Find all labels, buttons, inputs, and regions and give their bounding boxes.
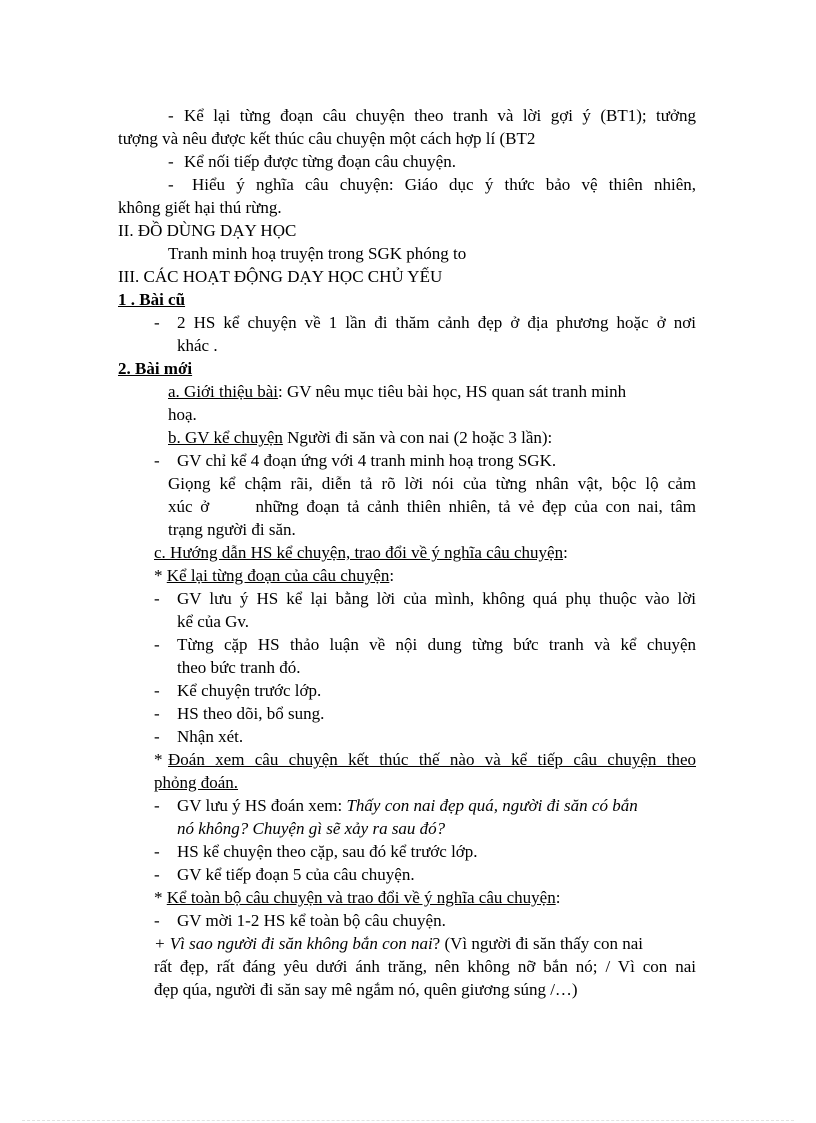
objective-2: Kể nối tiếp được từng đoạn câu chuyện. [184,152,456,171]
bullet-dash: - [154,589,160,608]
bullet-dash: - [154,796,160,815]
part-2-item-3: GV kể tiếp đoạn 5 của câu chuyện. [177,865,415,884]
bullet-dash: - [154,704,160,723]
bullet-dash: - [154,865,160,884]
objective-3-line-1: Hiểu ý nghĩa câu chuyện: Giáo dục ý thức bảo vệ thiên nhiên, [192,175,696,194]
part-b-para-line-2: xúc ở những đoạn tả cảnh thiên nhiên, tả vẻ đẹp của con nai, tâm [168,497,696,516]
part-3-heading-text: Kể toàn bộ câu chuyện và trao đổi về ý nghĩa câu chuyện [166,888,556,907]
part-b-para-line-1: Giọng kể chậm rãi, diễn tả rõ lời nói của từng nhân vật, bộc lộ cảm [168,474,696,493]
part-1-item-4: HS theo dõi, bổ sung. [177,704,325,723]
bullet-dash: - [168,152,174,171]
bullet-dash: - [154,451,160,470]
part-2-item-2: HS kể chuyện theo cặp, sau đó kể trước lớp. [177,842,478,861]
part-c-heading-text: c. Hướng dẫn HS kể chuyện, trao đổi về ý nghĩa câu chuyện [154,543,564,562]
section-2-heading: II. ĐỒ DÙNG DẠY HỌC [118,221,297,240]
bullet-dash: - [154,842,160,861]
part-3-heading: * Kể toàn bộ câu chuyện và trao đổi về ý nghĩa câu chuyện: [154,888,561,907]
part-1-item-1-line-2: kể của Gv. [177,612,250,631]
part-3-question-line [154,932,643,955]
part-c-colon: : [563,543,568,562]
part-1-heading: * Kể lại từng đoạn của câu chuyện: [154,566,395,585]
part-a-line-1 [168,380,696,403]
objective-1-line-2: tượng và nêu được kết thúc câu chuyện một cách hợp lí (BT2 [118,129,536,148]
page-bottom-divider [22,1120,794,1121]
part-2-item-1-line-1 [177,794,638,817]
part-1-item-1-line-1: GV lưu ý HS kể lại bằng lời của mình, không quá phụ thuộc vào lời [177,589,696,608]
bai-cu-heading: 1 . Bài cũ [118,290,186,309]
section-3-heading: III. CÁC HOẠT ĐỘNG DẠY HỌC CHỦ YẾU [118,267,443,286]
objective-1-line-1: Kể lại từng đoạn câu chuyện theo tranh và lời gợi ý (BT1); tưởng [184,106,696,125]
part-2-heading-line-1: Đoán xem câu chuyện kết thúc thế nào và kể tiếp câu chuyện theo [168,750,696,769]
part-3-answer-line-3: đẹp qúa, người đi săn say mê ngắm nó, quên giương súng /…) [154,980,578,999]
part-b-line [168,426,552,449]
part-1-item-5: Nhận xét. [177,727,244,746]
bai-moi-heading: 2. Bài mới [118,359,193,378]
part-2-item-1-italic: Thấy con nai đẹp quá, người đi săn có bắn [346,796,638,815]
bullet-dash: - [154,911,160,930]
bai-cu-item-line-1: 2 HS kể chuyện về 1 lần đi thăm cảnh đẹp ở địa phương hoặc ở nơi [177,313,696,332]
part-2-item-1-line-2: nó không? Chuyện gì sẽ xảy ra sau đó? [177,819,446,838]
objective-3-line-2: không giết hại thú rừng. [118,198,282,217]
part-a-text: : GV nêu mục tiêu bài học, HS quan sát tranh minh [278,382,627,401]
bullet-dash: - [154,313,160,332]
part-1-item-2-line-1: Từng cặp HS thảo luận về nội dung từng bức tranh và kể chuyện [177,635,696,654]
part-2-heading-line-2: phỏng đoán. [154,773,239,792]
asterisk: * [154,750,163,769]
part-1-item-2-line-2: theo bức tranh đó. [177,658,301,677]
part-3-answer-line-2: rất đẹp, rất đáng yêu dưới ánh trăng, nên không nỡ bắn nó; / Vì con nai [154,957,696,976]
part-b-label: b. GV kể chuyện [168,428,283,447]
part-1-item-3: Kể chuyện trước lớp. [177,681,322,700]
part-3-question: + Vì sao người đi săn không bắn con nai [154,934,433,953]
bullet-dash: - [168,175,174,194]
bai-cu-item-line-2: khác . [177,336,218,355]
bullet-dash: - [168,106,174,125]
part-3-answer-start: ? (Vì người đi săn thấy con nai [432,934,644,953]
bullet-dash: - [154,727,160,746]
part-b-item: GV chỉ kể 4 đoạn ứng với 4 tranh minh hoạ trong SGK. [177,451,557,470]
part-c-heading [154,541,568,564]
bullet-dash: - [154,681,160,700]
part-2-item-1-prefix: GV lưu ý HS đoán xem: [177,796,347,815]
bullet-dash: - [154,635,160,654]
part-b-para-line-3: trạng người đi săn. [168,520,296,539]
part-b-text: Người đi săn và con nai (2 hoặc 3 lần): [282,428,553,447]
part-a-line-2: hoạ. [168,405,197,424]
part-3-item-1: GV mời 1-2 HS kể toàn bộ câu chuyện. [177,911,446,930]
part-a-label: a. Giới thiệu bài [168,382,279,401]
part-1-heading-text: Kể lại từng đoạn của câu chuyện [166,566,390,585]
section-2-text: Tranh minh hoạ truyện trong SGK phóng to [168,244,467,263]
